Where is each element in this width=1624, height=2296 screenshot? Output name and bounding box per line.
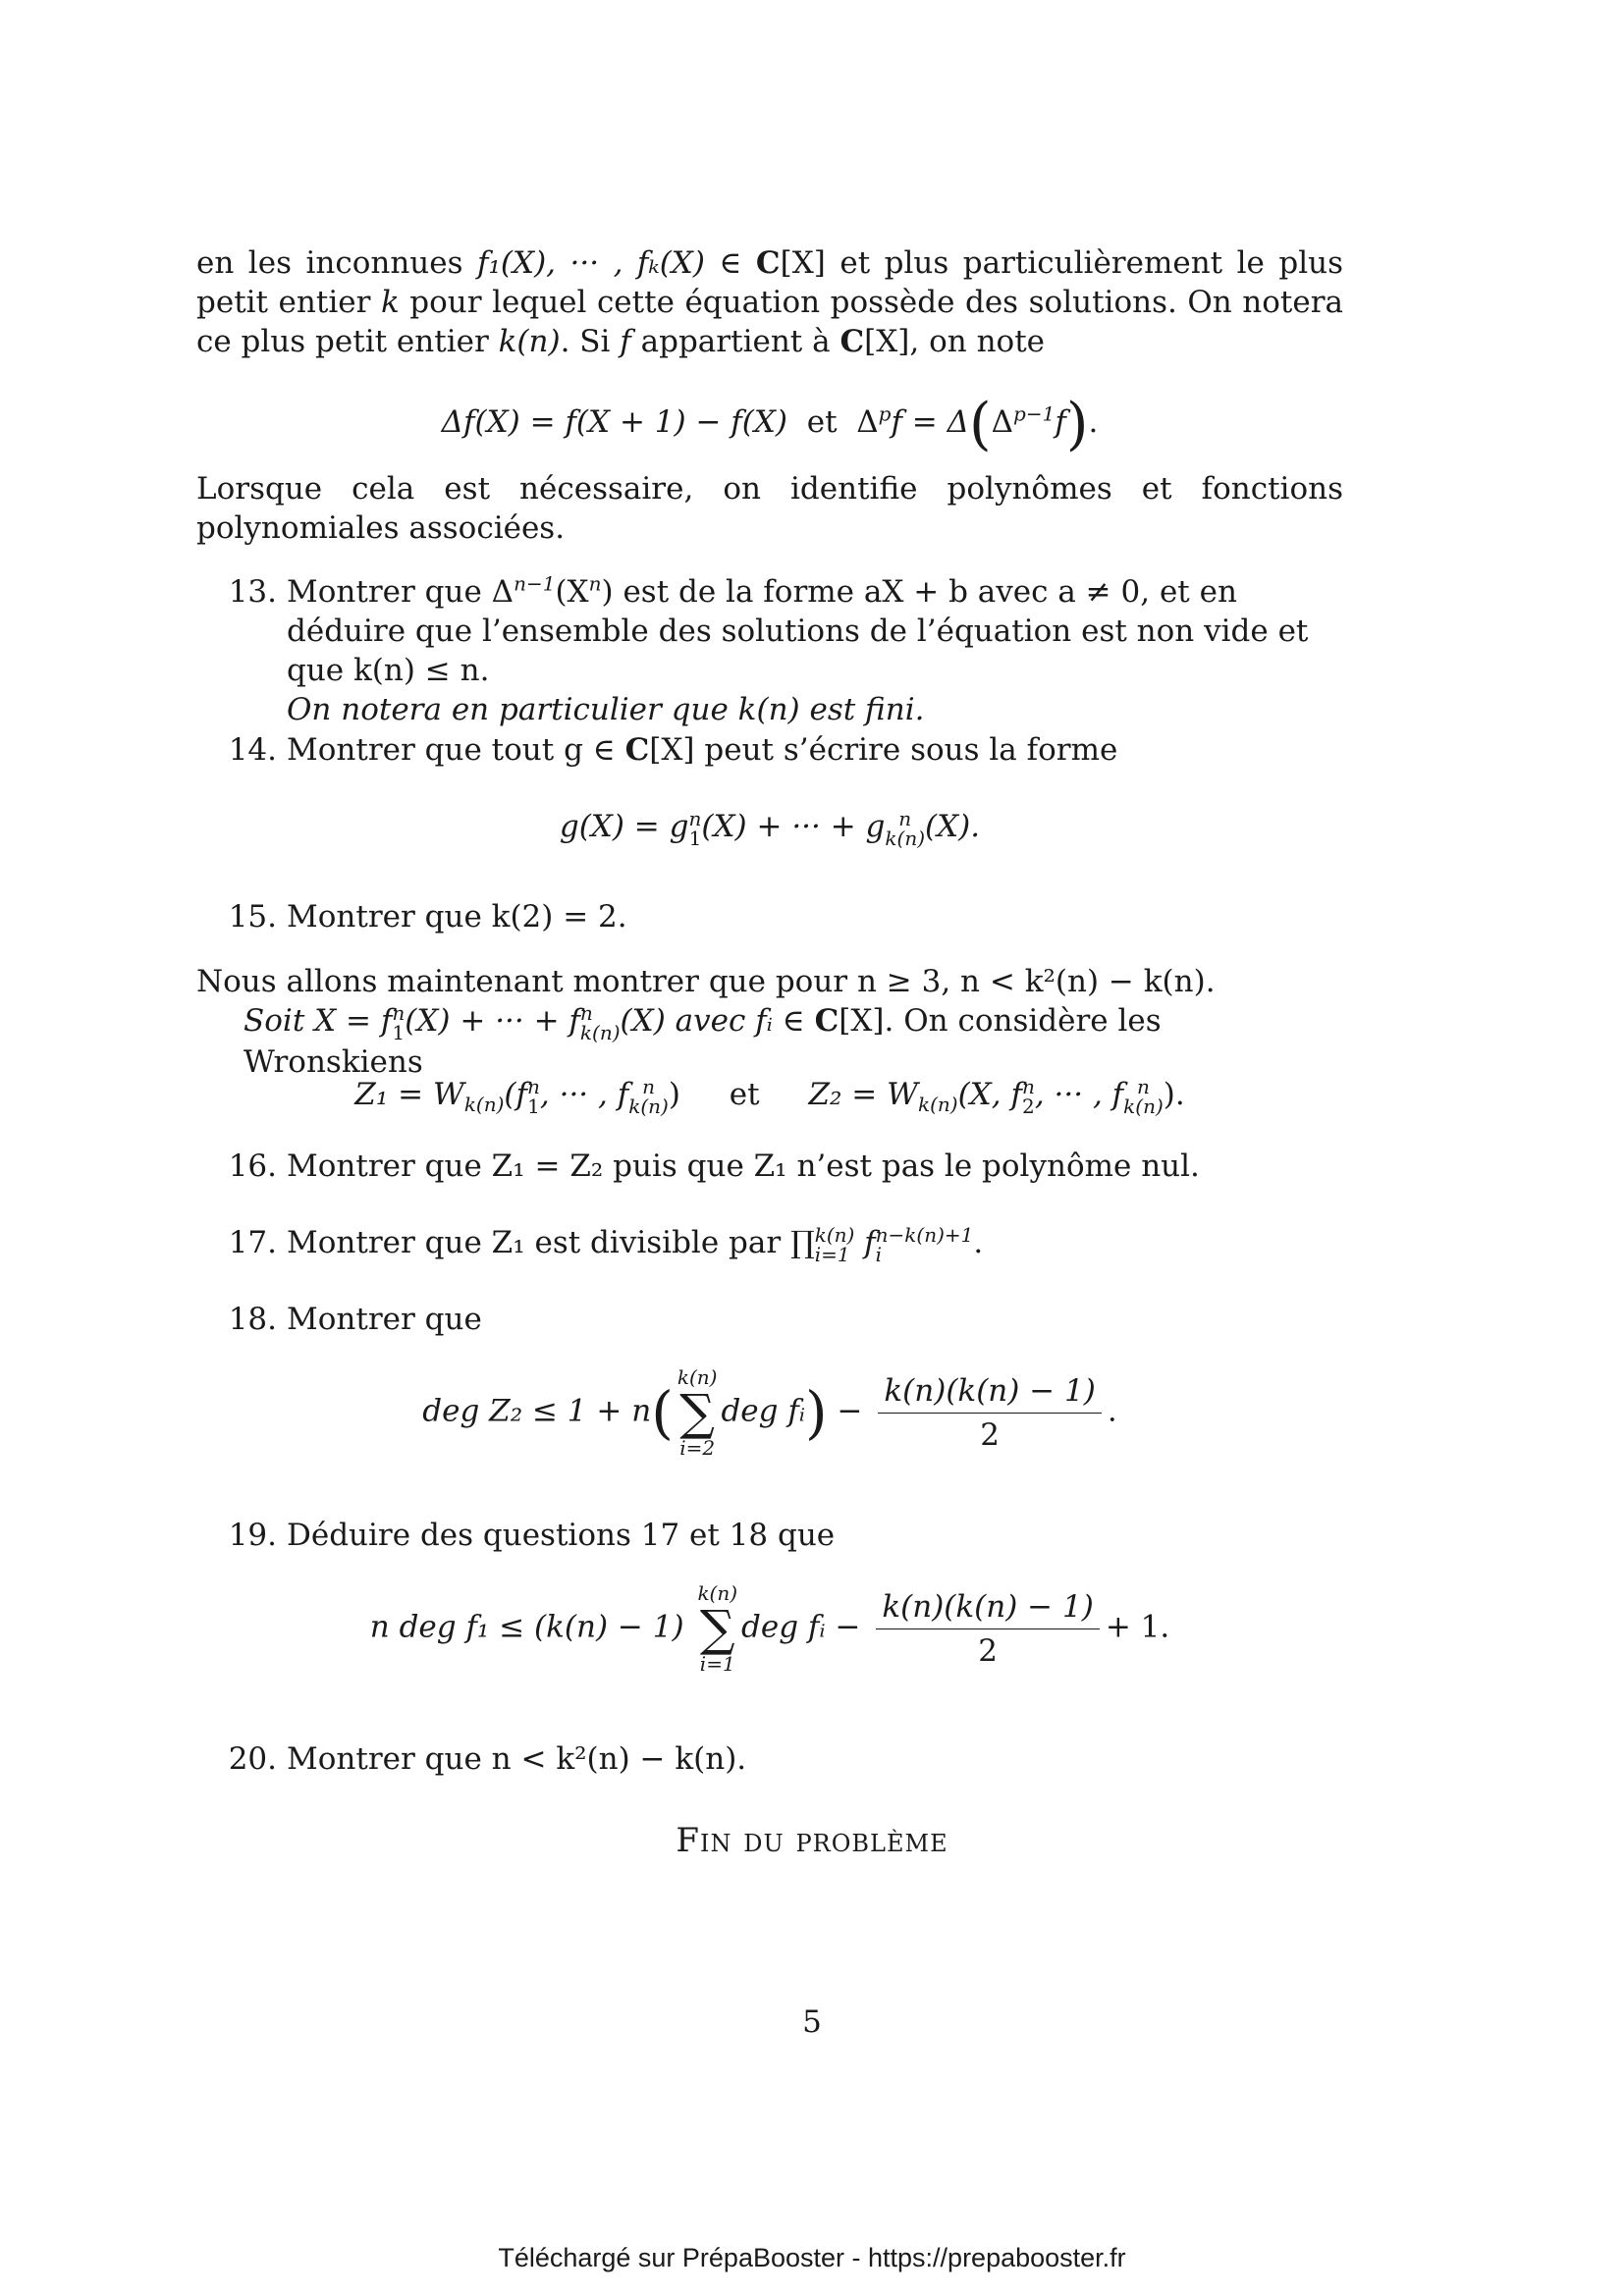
z1-sub: k(n): [463, 1093, 505, 1117]
right-paren: ): [1065, 390, 1089, 457]
q18-sum: [677, 1366, 718, 1459]
intro-paragraph: [196, 243, 1343, 361]
intro-text-1: en les inconnues: [196, 245, 478, 281]
delta-definition: [196, 390, 1343, 457]
q17-body: [287, 1223, 1337, 1264]
z1-script-1: [527, 1074, 540, 1118]
q17-exp: n−k(n)+1: [875, 1222, 974, 1247]
q19-body: Déduire des questions 17 et 18 que: [287, 1518, 836, 1553]
q17-end: .: [973, 1225, 984, 1260]
delta-exp-p: p: [878, 401, 892, 426]
q18-left-paren: (: [651, 1379, 674, 1446]
transition-paragraph: [196, 962, 1343, 1082]
transition-script-2: [579, 1000, 621, 1044]
transition-sup2: n: [579, 1000, 593, 1025]
note-paragraph: Lorsque cela est nécessaire, on identifie polynômes et fonctions polynomiales associées.: [196, 471, 1343, 546]
sum-sign-2: ∑: [699, 1600, 735, 1657]
q17-text-a: Montrer que Z₁ est divisible par ∏: [287, 1225, 815, 1260]
q19-number: 19.: [228, 1518, 277, 1553]
z1-b1: 1: [527, 1094, 540, 1118]
z2-s2: n: [1137, 1074, 1150, 1098]
q19-fraction: [876, 1589, 1099, 1669]
q19-end: + 1.: [1105, 1609, 1170, 1645]
z1-a: Z₁ = W: [354, 1077, 464, 1112]
z1-s2: n: [642, 1074, 655, 1098]
q14-eq-c: (X).: [925, 809, 981, 844]
z1-b: (f: [504, 1077, 527, 1112]
q19-sum-upper: k(n): [697, 1581, 738, 1605]
z1-script-2: [628, 1074, 669, 1118]
q13-note: On notera en particulier que k(n) est fini.: [287, 692, 925, 727]
q18-right-paren: ): [805, 1379, 828, 1446]
intro-math-1: f₁(X), ··· , fₖ(X) ∈: [477, 245, 756, 281]
q13-number: 13.: [228, 574, 277, 610]
delta-left: Δf(X) = f(X + 1) − f(X): [441, 404, 788, 440]
q18-end: .: [1107, 1393, 1117, 1429]
q14-eq-b: (X) + ··· + g: [701, 809, 886, 844]
question-13: [196, 572, 1343, 729]
q19-lhs: n deg f₁ ≤ (k(n) − 1): [369, 1609, 684, 1645]
intro-text-4: . Si: [560, 324, 621, 359]
z2-s1: n: [1021, 1074, 1035, 1098]
q18-inequality: [196, 1366, 1343, 1459]
z2-b2: k(n): [1123, 1094, 1164, 1118]
z1-c: , ··· , f: [539, 1077, 629, 1112]
z2-sub: k(n): [917, 1093, 958, 1117]
intro-text-2: [X] et plus particulièrement le plus petit entier: [196, 245, 1343, 320]
question-15: [196, 897, 1343, 936]
q14-field-C: C: [624, 732, 650, 768]
z1-b2: k(n): [628, 1094, 669, 1118]
question-18: [196, 1300, 1343, 1339]
q14-sub1: 1: [688, 826, 702, 850]
end-of-problem-heading: Fin du problème: [676, 1821, 948, 1860]
transition-soit-a: Soit X = f: [244, 1003, 393, 1039]
intro-text-6: [X], on note: [864, 324, 1046, 359]
transition-sub2: k(n): [579, 1020, 621, 1044]
q18-body: Montrer que: [287, 1302, 482, 1337]
sum-sign: ∑: [679, 1384, 715, 1441]
question-19: [196, 1516, 1343, 1555]
q19-frac-den: 2: [978, 1632, 998, 1669]
q17-text-b: f: [854, 1225, 876, 1260]
q19-frac-num: k(n)(k(n) − 1): [876, 1589, 1099, 1629]
page-number: 5: [802, 2004, 822, 2040]
q18-frac-num: k(n)(k(n) − 1): [878, 1373, 1101, 1414]
delta-right-c: Δ: [991, 404, 1014, 440]
q18-frac-den: 2: [980, 1416, 1000, 1453]
transition-soit-d: [X]. On considère les Wronskiens: [244, 1003, 1162, 1080]
q19-sum-lower: i=1: [699, 1652, 735, 1676]
intro-kn: k(n): [498, 324, 561, 359]
transition-sup1: n: [392, 1000, 406, 1025]
z2-d: ).: [1163, 1077, 1185, 1112]
z2-c: , ··· , f: [1034, 1077, 1124, 1112]
q18-sum-lower: i=2: [679, 1436, 716, 1460]
delta-et: et: [806, 404, 838, 440]
q15-number: 15.: [228, 899, 277, 934]
q15-body: Montrer que k(2) = 2.: [287, 899, 627, 934]
q17-product-limits: [814, 1222, 855, 1266]
q13-exp1: n−1: [514, 571, 556, 596]
intro-text-3: pour lequel cette équation possède des solutions. On notera ce plus petit entier: [196, 285, 1344, 359]
q19-sum-body: deg fᵢ −: [741, 1609, 861, 1645]
footer-download-notice: Téléchargé sur PrépaBooster - https://prepabooster.fr: [498, 2243, 1126, 2272]
intro-field-C-2: C: [839, 324, 865, 359]
transition-script-1: [392, 1000, 406, 1044]
q14-text-a: Montrer que tout g ∈: [287, 732, 625, 768]
q18-sum-upper: k(n): [677, 1365, 718, 1389]
q20-number: 20.: [228, 1741, 277, 1777]
q18-sum-body: deg fᵢ: [721, 1393, 806, 1429]
q17-number: 17.: [228, 1225, 277, 1260]
delta-exp-pm1: p−1: [1013, 401, 1056, 426]
z1-d: ): [668, 1077, 680, 1112]
left-paren: (: [969, 390, 992, 457]
q18-lhs: deg Z₂ ≤ 1 + n: [422, 1393, 652, 1429]
q17-sub: i: [875, 1242, 883, 1266]
q14-sup1: n: [688, 806, 702, 830]
q18-number: 18.: [228, 1302, 277, 1337]
q14-number: 14.: [228, 732, 277, 768]
transition-field-C: C: [814, 1003, 839, 1039]
question-16: [196, 1147, 1343, 1186]
q18-minus: −: [837, 1393, 863, 1429]
q14-equation: [196, 805, 1343, 848]
question-17: [196, 1223, 1343, 1264]
transition-soit-c: (X) avec fᵢ ∈: [620, 1003, 815, 1039]
q17-lower: i=1: [814, 1242, 850, 1266]
z2-a: Z₂ = W: [808, 1077, 918, 1112]
q16-body: Montrer que Z₁ = Z₂ puis que Z₁ n’est pas le polynôme nul.: [287, 1148, 1200, 1184]
q13-text-a: Montrer que Δ: [287, 574, 514, 610]
q14-sup2: n: [898, 806, 912, 830]
delta-right-d: f: [1055, 404, 1066, 440]
q18-fraction: [878, 1373, 1101, 1453]
q14-eq-a: g(X) = g: [559, 809, 689, 844]
z2-b: (X, f: [957, 1077, 1022, 1112]
q16-number: 16.: [228, 1148, 277, 1184]
q14-script-2: [885, 806, 926, 850]
z2-b1: 2: [1022, 1094, 1035, 1118]
intro-f: f: [620, 324, 631, 359]
delta-right-a: Δ: [856, 404, 879, 440]
question-14: [196, 730, 1343, 770]
q14-script-1: [688, 806, 702, 850]
z1-s1: n: [527, 1074, 540, 1098]
intro-k: k: [380, 285, 400, 320]
q14-body: [287, 730, 1337, 770]
q17-script: [875, 1222, 974, 1266]
z2-script-1: [1021, 1074, 1035, 1118]
q14-text-b: [X] peut s’écrire sous la forme: [649, 732, 1118, 768]
q19-sum: [697, 1582, 737, 1675]
question-20: [196, 1739, 1343, 1779]
transition-line-1: Nous allons maintenant montrer que pour n ≥ 3, n < k²(n) − k(n).: [196, 964, 1216, 999]
q19-inequality: [196, 1582, 1343, 1675]
transition-sub1: 1: [392, 1020, 406, 1044]
q13-text-c: ) est de la forme aX + b avec a ≠ 0, et en déduire que l’ensemble des solutions de l’équation est non vide et que k(n) ≤ n.: [287, 574, 1309, 688]
q13-body: [287, 572, 1337, 729]
intro-field-C: C: [755, 245, 781, 281]
q17-upper: k(n): [814, 1222, 855, 1247]
q20-body: Montrer que n < k²(n) − k(n).: [287, 1741, 747, 1777]
intro-text-5: appartient à: [630, 324, 840, 359]
delta-end: .: [1088, 404, 1099, 440]
transition-soit-b: (X) + ··· + f: [405, 1003, 580, 1039]
q13-exp2: n: [588, 571, 602, 596]
wronskiens-definition: [196, 1070, 1343, 1119]
q14-sub2: k(n): [885, 826, 926, 850]
q13-text-b: (X: [555, 574, 589, 610]
z2-script-2: [1123, 1074, 1164, 1118]
wronskiens-et: et: [729, 1077, 760, 1112]
delta-right-b: f = Δ: [891, 404, 970, 440]
